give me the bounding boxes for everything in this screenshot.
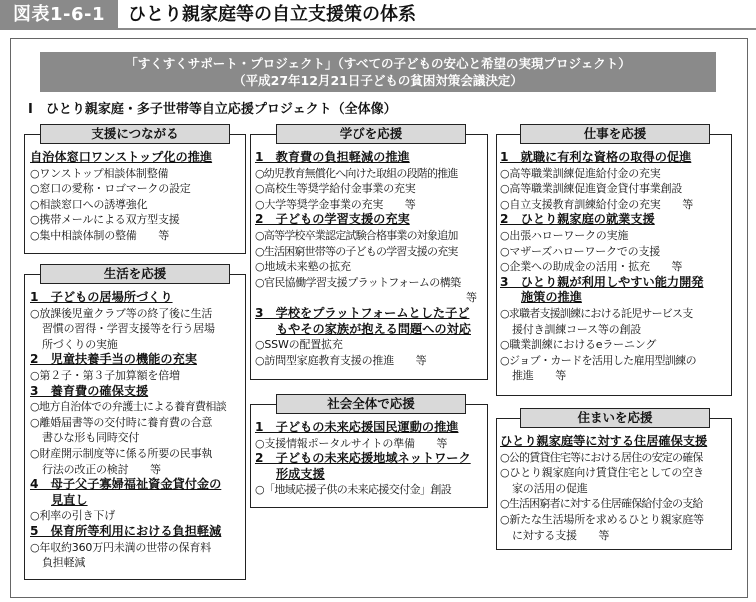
list-item: ○マザーズハローワークでの支援 xyxy=(500,244,661,258)
learn-heading-2: 2 子どもの学習支援の充実 xyxy=(255,212,410,227)
work-heading-1: 1 就職に有利な資格の取得の促進 xyxy=(500,150,692,164)
banner-line-1: 「すくすくサポート・プロジェクト」（すべての子どもの安心と希望の実現プロジェクト） xyxy=(125,56,631,71)
list-item: ○職業訓練におけるeラーニング xyxy=(500,338,657,352)
box-society-content xyxy=(255,420,485,498)
housing-heading: ひとり親家庭等に対する住居確保支援 xyxy=(500,434,708,448)
list-item: ○訪問型家庭教育支援の推進 等 xyxy=(255,353,427,367)
box-work-content xyxy=(500,150,730,384)
header-rule xyxy=(118,28,756,30)
list-item: ○大学等奨学金事業の充実 等 xyxy=(255,197,416,211)
list-item: ○新たな生活場所を求めるひとり親家庭等 xyxy=(500,512,704,526)
list-item: ○支援情報ポータルサイトの準備 等 xyxy=(255,436,448,450)
box-life-content xyxy=(30,290,226,571)
list-item: ○「地域応援子供の未来応援交付金」創設 xyxy=(255,483,452,497)
list-item: ○高等職業訓練促進資金貸付事業創設 xyxy=(500,182,683,196)
list-item: ○利率の引き下げ xyxy=(30,509,115,523)
list-item: ○高等学校卒業認定試験合格事業の対象追加 xyxy=(255,228,458,242)
list-item-cont: 書ひな形も同時交付 xyxy=(42,431,140,445)
figure-header xyxy=(0,0,756,30)
list-item: ○地域未来塾の拡充 xyxy=(255,260,351,274)
list-item-end: 等 xyxy=(466,291,477,305)
box-housing-content xyxy=(500,434,730,543)
box-connect-title: 支援につながる xyxy=(40,124,230,144)
section-heading: Ⅰ ひとり親家庭・多子世帯等自立応援プロジェクト（全体像） xyxy=(28,102,397,117)
list-item: ○公的賃貸住宅等における居住の安定の確保 xyxy=(500,450,703,464)
learn-heading-3: 3 学校をプラットフォームとした子ど xyxy=(255,305,470,320)
work-heading-3: 3 ひとり親が利用しやすい能力開発 xyxy=(500,274,704,289)
project-banner xyxy=(40,52,716,92)
list-item: ○相談窓口への誘導強化 xyxy=(30,197,148,211)
list-item: ○離婚届書等の交付時に養育費の合意 xyxy=(30,415,213,429)
list-item-cont: 家の活用の促進 xyxy=(512,481,588,495)
life-heading-1: 1 子どもの居場所づくり xyxy=(30,290,173,304)
figure-title: ひとり親家庭等の自立支援策の体系 xyxy=(128,4,416,25)
list-item: ○企業への助成金の活用・拡充 等 xyxy=(500,260,683,274)
list-item: ○自立支援教育訓練給付金の充実 等 xyxy=(500,197,693,211)
box-connect-content xyxy=(30,150,212,244)
work-heading-3-cont: 施策の推進 xyxy=(521,290,582,305)
list-item-cont: 行法の改正の検討 等 xyxy=(42,462,161,476)
list-item: ○年収約360万円未満の世帯の保育料 xyxy=(30,540,211,554)
list-item: ○SSWの配置拡充 xyxy=(255,338,343,352)
list-item: ○高校生等奨学給付金事業の充実 xyxy=(255,182,416,196)
list-item: ○幼児教育無償化へ向けた取組の段階的推進 xyxy=(255,166,458,180)
society-heading-2: 2 子どもの未来応援地域ネットワーク xyxy=(255,451,471,466)
list-item-cont: 推進 等 xyxy=(512,369,566,383)
banner-line-2: （平成27年12月21日子どもの貧困対策会議決定） xyxy=(233,73,523,88)
life-heading-3: 3 養育費の確保支援 xyxy=(30,383,149,398)
list-item-cont: に対する支援 等 xyxy=(512,528,610,542)
list-item: ○地方自治体での弁護士による養育費相談 xyxy=(30,400,227,414)
list-item-cont: 習慣の習得・学習支援等を行う居場 xyxy=(42,322,215,336)
learn-heading-1: 1 教育費の負担軽減の推進 xyxy=(255,150,410,164)
box-housing-title: 住まいを応援 xyxy=(520,408,710,428)
society-heading-1: 1 子どもの未来応援国民運動の推進 xyxy=(255,420,459,434)
box-life-title: 生活を応援 xyxy=(40,264,230,284)
list-item: ○生活困窮者に対する住居確保給付金の支給 xyxy=(500,497,703,511)
box-learn-title: 学びを応援 xyxy=(276,124,466,144)
list-item: ○財産開示制度等に係る所要の民事執 xyxy=(30,446,213,460)
list-item: ○携帯メールによる双方型支援 xyxy=(30,213,180,227)
list-item-cont: 負担軽減 xyxy=(42,556,86,570)
society-heading-2-cont: 形成支援 xyxy=(276,466,325,481)
work-heading-2: 2 ひとり親家庭の就業支援 xyxy=(500,212,655,227)
life-heading-4-cont: 見直し xyxy=(51,492,88,507)
box-work-title: 仕事を応援 xyxy=(520,124,710,144)
list-item: ○高等職業訓練促進給付金の充実 xyxy=(500,166,661,180)
list-item: ○官民協働学習支援プラットフォームの構築 xyxy=(255,275,461,289)
list-item: ○窓口の愛称・ロゴマークの設定 xyxy=(30,182,191,196)
list-item: ○第２子・第３子加算額を倍増 xyxy=(30,368,180,382)
list-item: ○求職者支援訓練における託児サービス支 xyxy=(500,306,693,320)
box-learn-content xyxy=(255,150,485,368)
learn-heading-3-cont: もやその家族が抱える問題への対応 xyxy=(276,321,471,336)
list-item: ○ジョブ・カードを活用した雇用型訓練の xyxy=(500,353,696,367)
list-item: ○出張ハローワークの実施 xyxy=(500,228,629,242)
list-item: ○生活困窮世帯等の子どもの学習支援の充実 xyxy=(255,244,458,258)
list-item: ○集中相談体制の整備 等 xyxy=(30,228,169,242)
life-heading-4: 4 母子父子寡婦福祉資金貸付金の xyxy=(30,477,222,492)
list-item-cont: 所づくりの実施 xyxy=(42,337,118,351)
list-item: ○ワンストップ相談体制整備 xyxy=(30,166,169,180)
connect-heading: 自治体窓口ワンストップ化の推進 xyxy=(30,150,213,164)
life-heading-2: 2 児童扶養手当の機能の充実 xyxy=(30,352,197,367)
list-item-cont: 援付き訓練コース等の創設 xyxy=(512,322,642,336)
figure-number: 図表1-6-1 xyxy=(0,0,118,30)
box-society-title: 社会全体で応援 xyxy=(276,394,466,414)
life-heading-5: 5 保育所等利用における負担軽減 xyxy=(30,523,222,538)
list-item: ○ひとり親家庭向け賃貸住宅としての空き xyxy=(500,466,704,480)
list-item: ○放課後児童クラブ等の終了後に生活 xyxy=(30,306,213,320)
